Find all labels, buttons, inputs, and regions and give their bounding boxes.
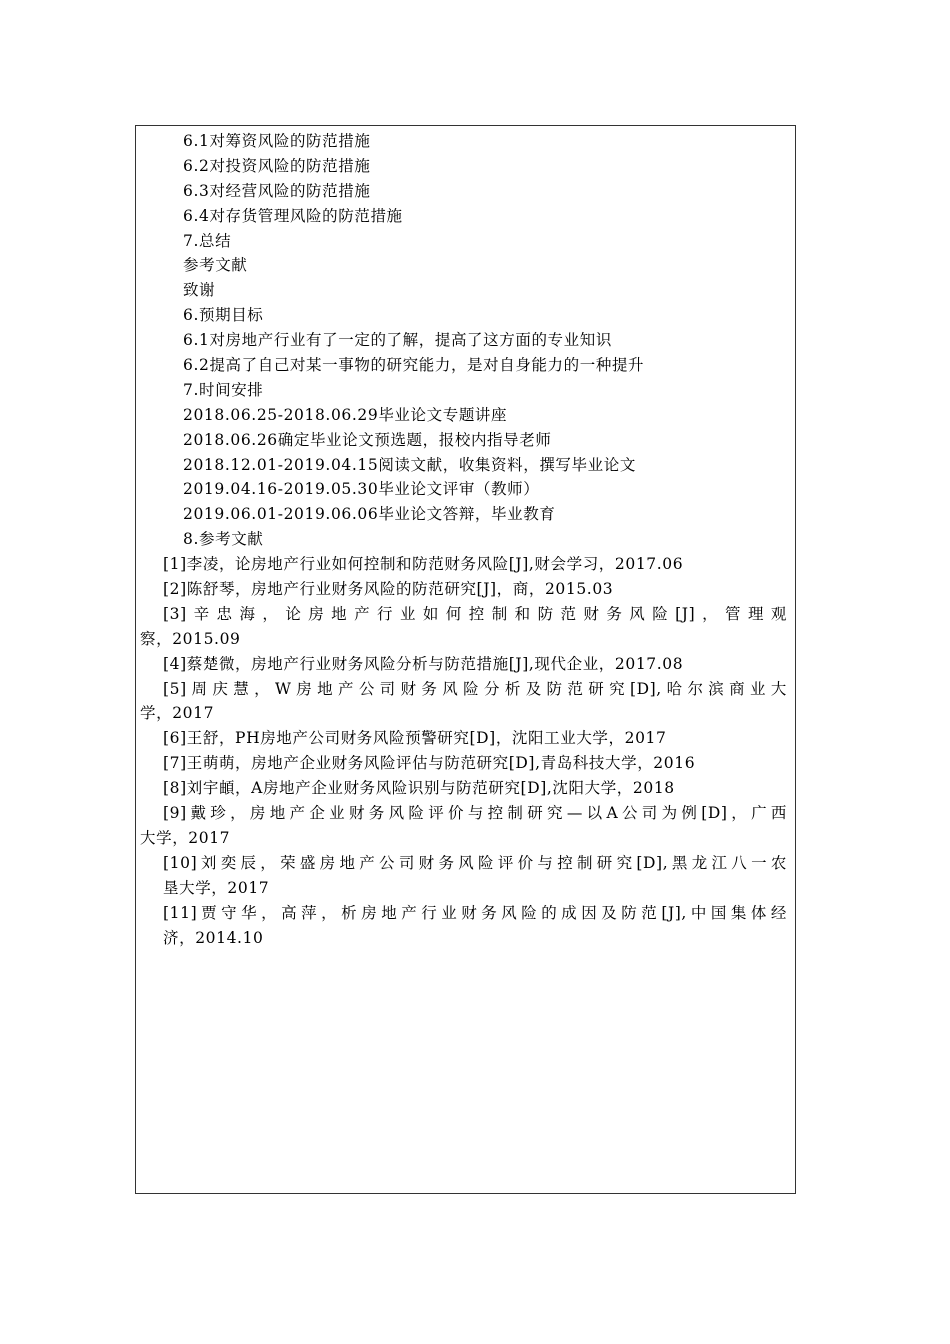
- outline-line: 6.4对存货管理风险的防范措施: [183, 206, 403, 225]
- outline-line: 致谢: [183, 281, 216, 300]
- reference-item: [3]辛忠海，论房地产行业如何控制和防范财务风险[J]，管理观: [163, 604, 787, 623]
- schedule-line: 2019.04.16-2019.05.30毕业论文评审（教师）: [183, 480, 540, 499]
- section-heading: 8.参考文献: [183, 530, 264, 549]
- schedule-line: 2018.12.01-2019.04.15阅读文献，收集资料，撰写毕业论文: [183, 455, 636, 474]
- section-heading: 7.时间安排: [183, 380, 264, 399]
- outline-line: 参考文献: [183, 256, 248, 275]
- reference-item: [10]刘奕辰，荣盛房地产公司财务风险评价与控制研究[D],黑龙江八一农: [163, 853, 787, 872]
- reference-continuation: 济，2014.10: [163, 928, 264, 947]
- reference-item: [7]王萌萌，房地产企业财务风险评估与防范研究[D],青岛科技大学，2016: [163, 754, 696, 773]
- outline-line: 6.3对经营风险的防范措施: [183, 181, 371, 200]
- document-content: [136, 129, 795, 950]
- reference-continuation: 学，2017: [140, 704, 215, 723]
- outline-line: 6.1对筹资风险的防范措施: [183, 132, 371, 150]
- reference-continuation: 大学，2017: [140, 828, 231, 847]
- reference-item: [8]刘宇頔，A房地产企业财务风险识别与防范研究[D],沈阳大学，2018: [163, 779, 675, 798]
- schedule-line: 2018.06.25-2018.06.29毕业论文专题讲座: [183, 405, 508, 424]
- reference-item: [2]陈舒琴，房地产行业财务风险的防范研究[J]，商，2015.03: [163, 580, 614, 599]
- schedule-line: 2019.06.01-2019.06.06毕业论文答辩，毕业教育: [183, 505, 556, 524]
- goal-line: 6.2提高了自己对某一事物的研究能力，是对自身能力的一种提升: [183, 356, 645, 375]
- outline-line: 6.2对投资风险的防范措施: [183, 156, 371, 175]
- reference-item: [9]戴珍，房地产企业财务风险评价与控制研究—以A公司为例[D]，广西: [163, 804, 787, 823]
- outline-line: 7.总结: [183, 231, 232, 250]
- reference-item: [6]王舒，PH房地产公司财务风险预警研究[D]，沈阳工业大学，2017: [163, 729, 667, 748]
- reference-item: [5]周庆慧，W房地产公司财务风险分析及防范研究[D],哈尔滨商业大: [163, 679, 787, 698]
- reference-item: [4]蔡楚微，房地产行业财务风险分析与防范措施[J],现代企业，2017.08: [163, 654, 684, 673]
- reference-continuation: 垦大学，2017: [163, 878, 270, 897]
- reference-continuation: 察，2015.09: [140, 629, 241, 648]
- section-heading: 6.预期目标: [183, 306, 264, 325]
- reference-item: [1]李凌，论房地产行业如何控制和防范财务风险[J],财会学习，2017.06: [163, 555, 684, 574]
- document-frame: [135, 125, 796, 1194]
- reference-item: [11]贾守华，高萍，析房地产行业财务风险的成因及防范[J],中国集体经: [163, 903, 787, 922]
- goal-line: 6.1对房地产行业有了一定的了解，提高了这方面的专业知识: [183, 331, 612, 350]
- schedule-line: 2018.06.26确定毕业论文预选题，报校内指导老师: [183, 430, 552, 449]
